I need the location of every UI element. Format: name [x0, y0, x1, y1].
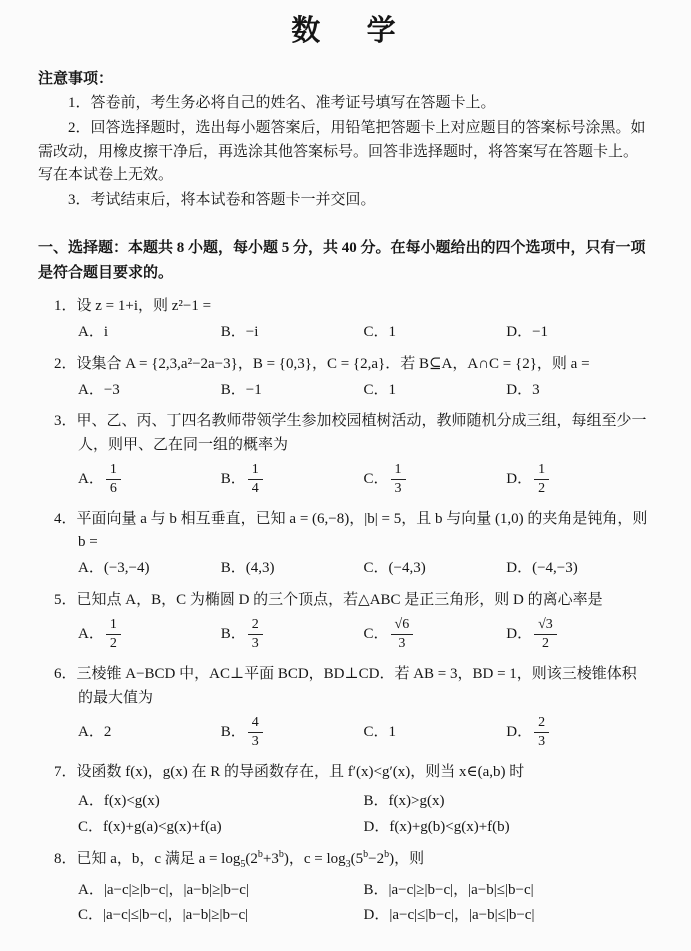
exponent: b: [278, 849, 284, 861]
question-options: [54, 713, 649, 752]
option-label: D．: [506, 470, 533, 487]
option-c: [364, 460, 507, 499]
option-label: A．: [78, 626, 104, 643]
question-options: [54, 557, 649, 580]
option-c: C．|a−c|≤|b−c|，|a−b|≥|b−c|: [78, 907, 249, 924]
option-d: D．f(x)+g(b)<g(x)+f(b): [363, 818, 510, 835]
stem-part: −2: [368, 851, 385, 868]
fraction-numerator: 1: [106, 462, 121, 480]
option-a: A．i: [78, 324, 109, 340]
question-stem: 7．设函数 f(x)，g(x) 在 R 的导函数存在，且 f′(x)<g′(x)，则当 x∈(a,b) 时: [54, 764, 525, 781]
page-title: 数 学: [291, 15, 405, 47]
notice-section: [38, 68, 649, 213]
notice-item-2: 2．回答选择题时，选出每小题答案后，用铅笔把答题卡上对应题目的答案标号涂黑。如需改动，用橡皮擦干净后，再选涂其他答案标号。回答非选择题时，将答案写在答题卡上。写在本试卷上无效。: [38, 120, 646, 183]
question-list: [38, 295, 649, 927]
fraction: [248, 462, 263, 497]
notice-item-3: 3．考试结束后，将本试卷和答题卡一并交回。: [68, 192, 376, 208]
question-stem: 5．已知点 A，B，C 为椭圆 D 的三个顶点，若△ABC 是正三角形，则 D 的离心率是: [54, 591, 603, 608]
question-1: [54, 295, 649, 344]
option-label: B．: [220, 626, 246, 643]
option-b: [221, 460, 364, 499]
fraction-denominator: 2: [538, 480, 546, 496]
option-d: [506, 713, 649, 752]
fraction: [248, 617, 263, 652]
option-c: [364, 615, 507, 654]
section-heading: 一、选择题：本题共 8 小题，每小题 5 分，共 40 分。在每小题给出的四个选项中，只有一项是符合题目要求的。: [38, 240, 646, 281]
option-d: [506, 615, 649, 654]
question-options: [54, 460, 649, 499]
stem-part: )，c = log: [283, 851, 346, 868]
option-label: A．: [78, 470, 104, 487]
question-options: [54, 321, 649, 344]
option-b: B．(4,3): [220, 560, 275, 577]
question-stem: 3．甲、乙、丙、丁四名教师带领学生参加校园植树活动，教师随机分成三组，每组至少一人，则甲、乙在同一组的概率为: [54, 413, 647, 453]
log-base: 3: [345, 859, 351, 871]
option-a: A．|a−c|≥|b−c|，|a−b|≥|b−c|: [78, 881, 249, 898]
question-options: [54, 787, 649, 838]
option-c: C．f(x)+g(a)<g(x)+f(a): [78, 818, 222, 835]
fraction: [248, 715, 263, 750]
option-d: D．|a−c|≤|b−c|，|a−b|≤|b−c|: [363, 907, 535, 924]
option-a: A．f(x)<g(x): [78, 793, 160, 810]
question-stem: 2．设集合 A = {2,3,a²−2a−3}，B = {0,3}，C = {2,a}．若 B⊆A，A∩C = {2}，则 a =: [54, 355, 590, 372]
fraction: [106, 462, 121, 497]
question-options: [54, 379, 649, 402]
option-c: C．1: [363, 381, 397, 398]
fraction-numerator: 2: [534, 715, 549, 733]
fraction-numerator: 1: [391, 462, 406, 480]
option-a: A．2: [78, 724, 112, 741]
fraction: [534, 617, 557, 652]
question-6: [54, 663, 649, 752]
fraction: [391, 617, 414, 652]
option-b: B．|a−c|≥|b−c|，|a−b|≤|b−c|: [363, 881, 534, 898]
question-stem: 4．平面向量 a 与 b 相互垂直，已知 a = (6,−8)，|b| = 5，且 b 与向量 (1,0) 的夹角是钝角，则 b =: [54, 510, 648, 551]
question-5: [54, 589, 649, 654]
option-b: B．f(x)>g(x): [363, 793, 445, 810]
fraction-numerator: 1: [106, 617, 121, 635]
question-4: [54, 508, 649, 580]
fraction-denominator: 6: [109, 480, 117, 496]
option-d: [506, 460, 649, 499]
question-8: [54, 847, 649, 927]
option-d: D．(−4,−3): [506, 560, 578, 577]
option-d: D．3: [506, 381, 540, 398]
fraction-denominator: 2: [109, 636, 117, 652]
fraction-denominator: 4: [251, 480, 259, 496]
exponent: b: [257, 849, 263, 861]
option-d: D．−1: [506, 324, 549, 340]
stem-part: (5: [350, 851, 364, 868]
option-c: C．1: [363, 724, 397, 741]
option-b: B．−1: [220, 381, 262, 398]
option-label: B．: [220, 470, 246, 487]
fraction-numerator: 4: [248, 715, 263, 733]
fraction-numerator: 1: [534, 462, 549, 480]
stem-part: +3: [262, 851, 279, 868]
fraction: [534, 462, 549, 497]
fraction-denominator: 3: [538, 733, 546, 749]
option-label: B．: [220, 723, 246, 740]
stem-part: (2: [245, 851, 258, 868]
question-7: [54, 761, 649, 838]
exponent: b: [384, 849, 390, 861]
fraction-denominator: 3: [398, 636, 406, 652]
option-b: [221, 615, 364, 654]
fraction-denominator: 2: [541, 636, 549, 652]
question-stem: [54, 847, 649, 873]
option-c: C．1: [363, 324, 397, 340]
option-label: C．: [363, 470, 389, 487]
question-options: [54, 876, 649, 927]
fraction: [391, 462, 406, 497]
log-base: 5: [240, 859, 246, 871]
notice-heading: 注意事项：: [38, 70, 114, 87]
option-label: C．: [363, 626, 389, 643]
fraction: [106, 617, 121, 652]
fraction-numerator: √3: [534, 617, 557, 635]
fraction: [534, 715, 549, 750]
option-label: D．: [506, 626, 533, 643]
option-c: C．(−4,3): [363, 560, 426, 577]
fraction-numerator: 1: [248, 462, 263, 480]
stem-part: 8．已知 a，b，c 满足 a = log: [54, 851, 241, 868]
option-a: A．(−3,−4): [78, 560, 150, 577]
fraction-denominator: 3: [251, 636, 259, 652]
question-3: [54, 410, 649, 499]
question-2: [54, 353, 649, 402]
question-stem: 6．三棱锥 A−BCD 中，AC⊥平面 BCD，BD⊥CD．若 AB = 3，BD = 1，则该三棱锥体积的最大值为: [54, 666, 637, 706]
notice-item-1: 1．答卷前，考生务必将自己的姓名、准考证号填写在答题卡上。: [68, 95, 496, 111]
fraction-denominator: 3: [394, 480, 402, 496]
exponent: b: [363, 849, 369, 861]
question-stem: 1．设 z = 1+i，则 z²−1 =: [54, 297, 212, 314]
option-b: [221, 713, 364, 752]
fraction-numerator: √6: [391, 617, 414, 635]
option-label: D．: [506, 723, 533, 740]
option-a: [78, 615, 221, 654]
fraction-numerator: 2: [248, 617, 263, 635]
option-a: [78, 460, 221, 499]
fraction-denominator: 3: [251, 733, 259, 749]
option-a: A．−3: [78, 381, 120, 398]
question-options: [54, 615, 649, 654]
stem-part: )，则: [389, 851, 425, 868]
option-b: B．−i: [220, 324, 259, 340]
